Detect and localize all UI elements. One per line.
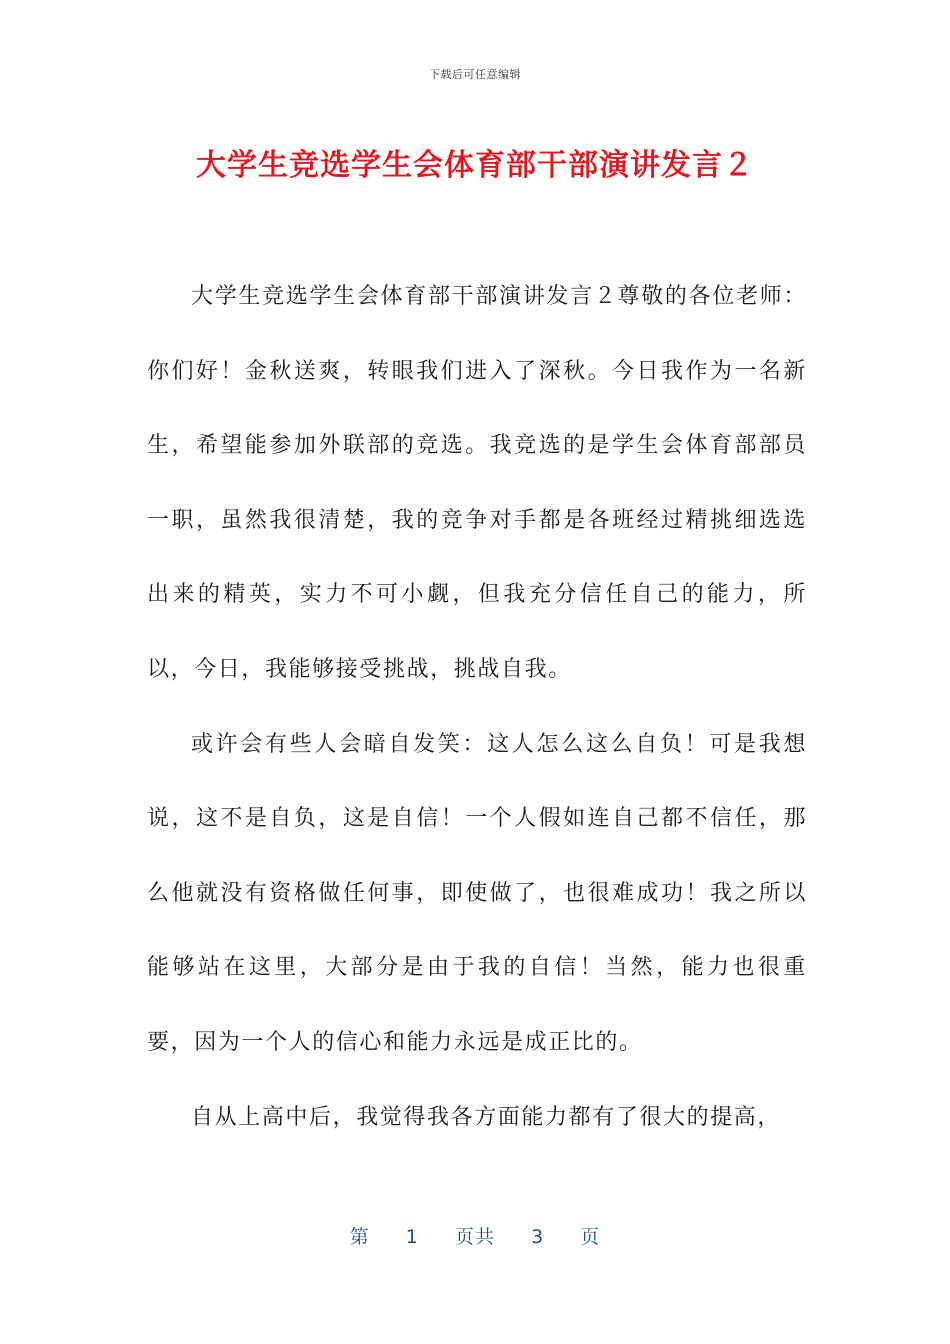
footer-current-page: 1 [405,1226,419,1248]
body-paragraph: 或许会有些人会暗自发笑：这人怎么这么自负！可是我想说，这不是自负，这是自信！一个人假如连自己都不信任，那么他就没有资格做任何事，即使做了，也很难成功！我之所以能够站在这里，大部分是由于我的自信！当然，能力也很重要，因为一个人的信心和能力永远是成正比的。 [147,731,807,1055]
document-body [147,260,807,1155]
footer-suffix: 页 [580,1226,601,1248]
footer-prefix: 第 [349,1226,370,1248]
header-note: 下载后可任意编辑 [429,68,521,81]
body-paragraph: 大学生竞选学生会体育部干部演讲发言２尊敬的各位老师：你们好！金秋送爽，转眼我们进入了深秋。今日我作为一名新生，希望能参加外联部的竞选。我竞选的是学生会体育部部员一职，虽然我很清楚，我的竞争对手都是各班经过精挑细选选出来的精英，实力不可小觑，但我充分信任自己的能力，所以，今日，我能够接受挑战，挑战自我。 [147,284,807,682]
page-footer [0,1222,950,1249]
body-paragraph: 自从上高中后，我觉得我各方面能力都有了很大的提高， [191,1104,782,1130]
document-title: 大学生竞选学生会体育部干部演讲发言２ [196,148,754,183]
footer-total-pages: 3 [531,1226,545,1248]
footer-middle: 页共 [454,1226,495,1248]
